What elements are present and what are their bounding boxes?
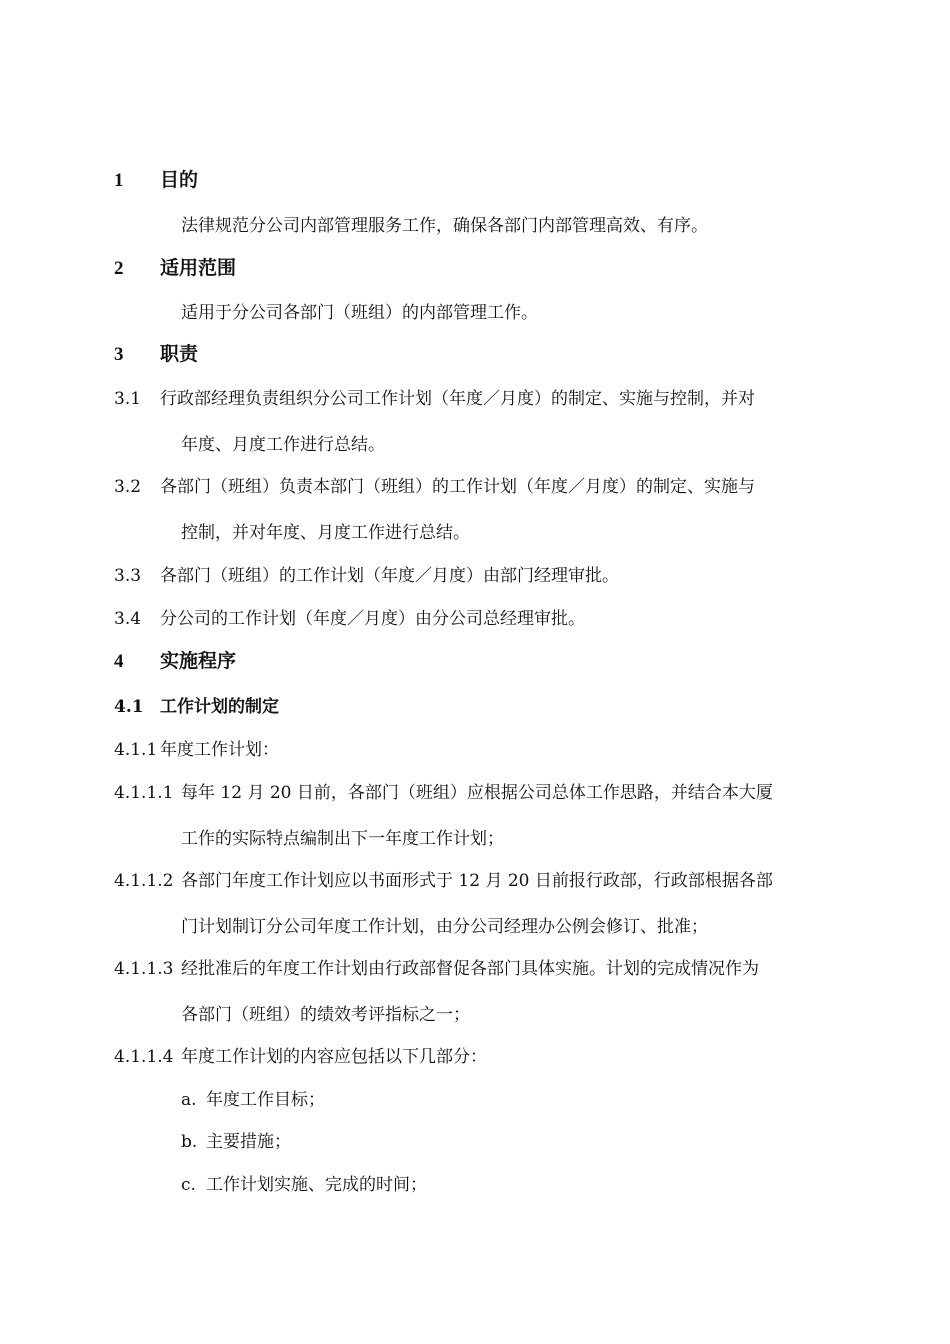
duty-item [114,475,755,499]
subsection-title: 工作计划的制定 [160,697,279,717]
item-number: 4.1.1.2 [114,871,174,891]
item-continuation: 各部门（班组）的绩效考评指标之一； [181,1005,470,1025]
list-label: c. [181,1175,196,1195]
item-text: 年度工作计划的内容应包括以下几部分： [181,1047,487,1067]
section-title: 适用范围 [160,257,237,279]
item-text: 经批准后的年度工作计划由行政部督促各部门具体实施。计划的完成情况作为 [181,959,759,979]
list-label: a. [181,1090,197,1110]
item-continuation: 控制，并对年度、月度工作进行总结。 [181,523,470,543]
section-heading [114,168,198,193]
item-number: 4.1.1.1 [114,783,174,803]
section-number: 1 [114,170,124,191]
item-text: 各部门（班组）负责本部门（班组）的工作计划（年度／月度）的制定、实施与 [160,477,755,497]
duty-item [114,607,585,631]
item-text: 各部门年度工作计划应以书面形式于 12 月 20 日前报行政部，行政部根据各部 [181,871,773,891]
list-text: 工作计划实施、完成的时间； [206,1175,427,1195]
list-label: b. [181,1132,198,1152]
numbered-item [114,957,759,981]
item-number: 3.4 [114,609,142,629]
item-number: 4.1.1.3 [114,959,174,979]
subsection-number: 4.1 [114,697,144,717]
item-continuation: 门计划制订分公司年度工作计划，由分公司经理办公例会修订、批准； [181,917,708,937]
paragraph: 法律规范分公司内部管理服务工作，确保各部门内部管理高效、有序。 [181,216,708,236]
item-number: 3.1 [114,389,142,409]
list-item [181,1173,427,1197]
section-number: 2 [114,258,124,279]
section-number: 4 [114,651,124,672]
list-item [181,1088,325,1112]
subsubsection-heading [114,738,279,762]
item-continuation: 工作的实际特点编制出下一年度工作计划； [181,829,504,849]
numbered-item [114,1045,487,1069]
numbered-item [114,869,773,893]
section-title: 职责 [160,343,199,365]
subsection-heading [114,695,279,719]
item-text: 每年 12 月 20 日前，各部门（班组）应根据公司总体工作思路，并结合本大厦 [181,783,773,803]
item-continuation: 年度、月度工作进行总结。 [181,435,385,455]
duty-item [114,387,755,411]
numbered-item [114,781,773,805]
list-text: 主要措施； [206,1132,291,1152]
section-number: 3 [114,344,124,365]
item-text: 各部门（班组）的工作计划（年度／月度）由部门经理审批。 [160,566,619,586]
section-heading [114,649,236,674]
item-text: 分公司的工作计划（年度／月度）由分公司总经理审批。 [160,609,585,629]
section-title: 目的 [160,169,199,191]
section-heading [114,256,236,281]
item-number: 3.3 [114,566,142,586]
section-heading [114,342,198,367]
item-number: 4.1.1.4 [114,1047,174,1067]
duty-item [114,564,619,588]
list-text: 年度工作目标； [206,1090,325,1110]
paragraph: 适用于分公司各部门（班组）的内部管理工作。 [181,303,538,323]
item-number: 3.2 [114,477,142,497]
subsubsection-number: 4.1.1 [114,740,158,760]
item-text: 行政部经理负责组织分公司工作计划（年度／月度）的制定、实施与控制，并对 [160,389,755,409]
list-item [181,1130,291,1154]
subsubsection-title: 年度工作计划： [160,740,279,760]
section-title: 实施程序 [160,650,237,672]
